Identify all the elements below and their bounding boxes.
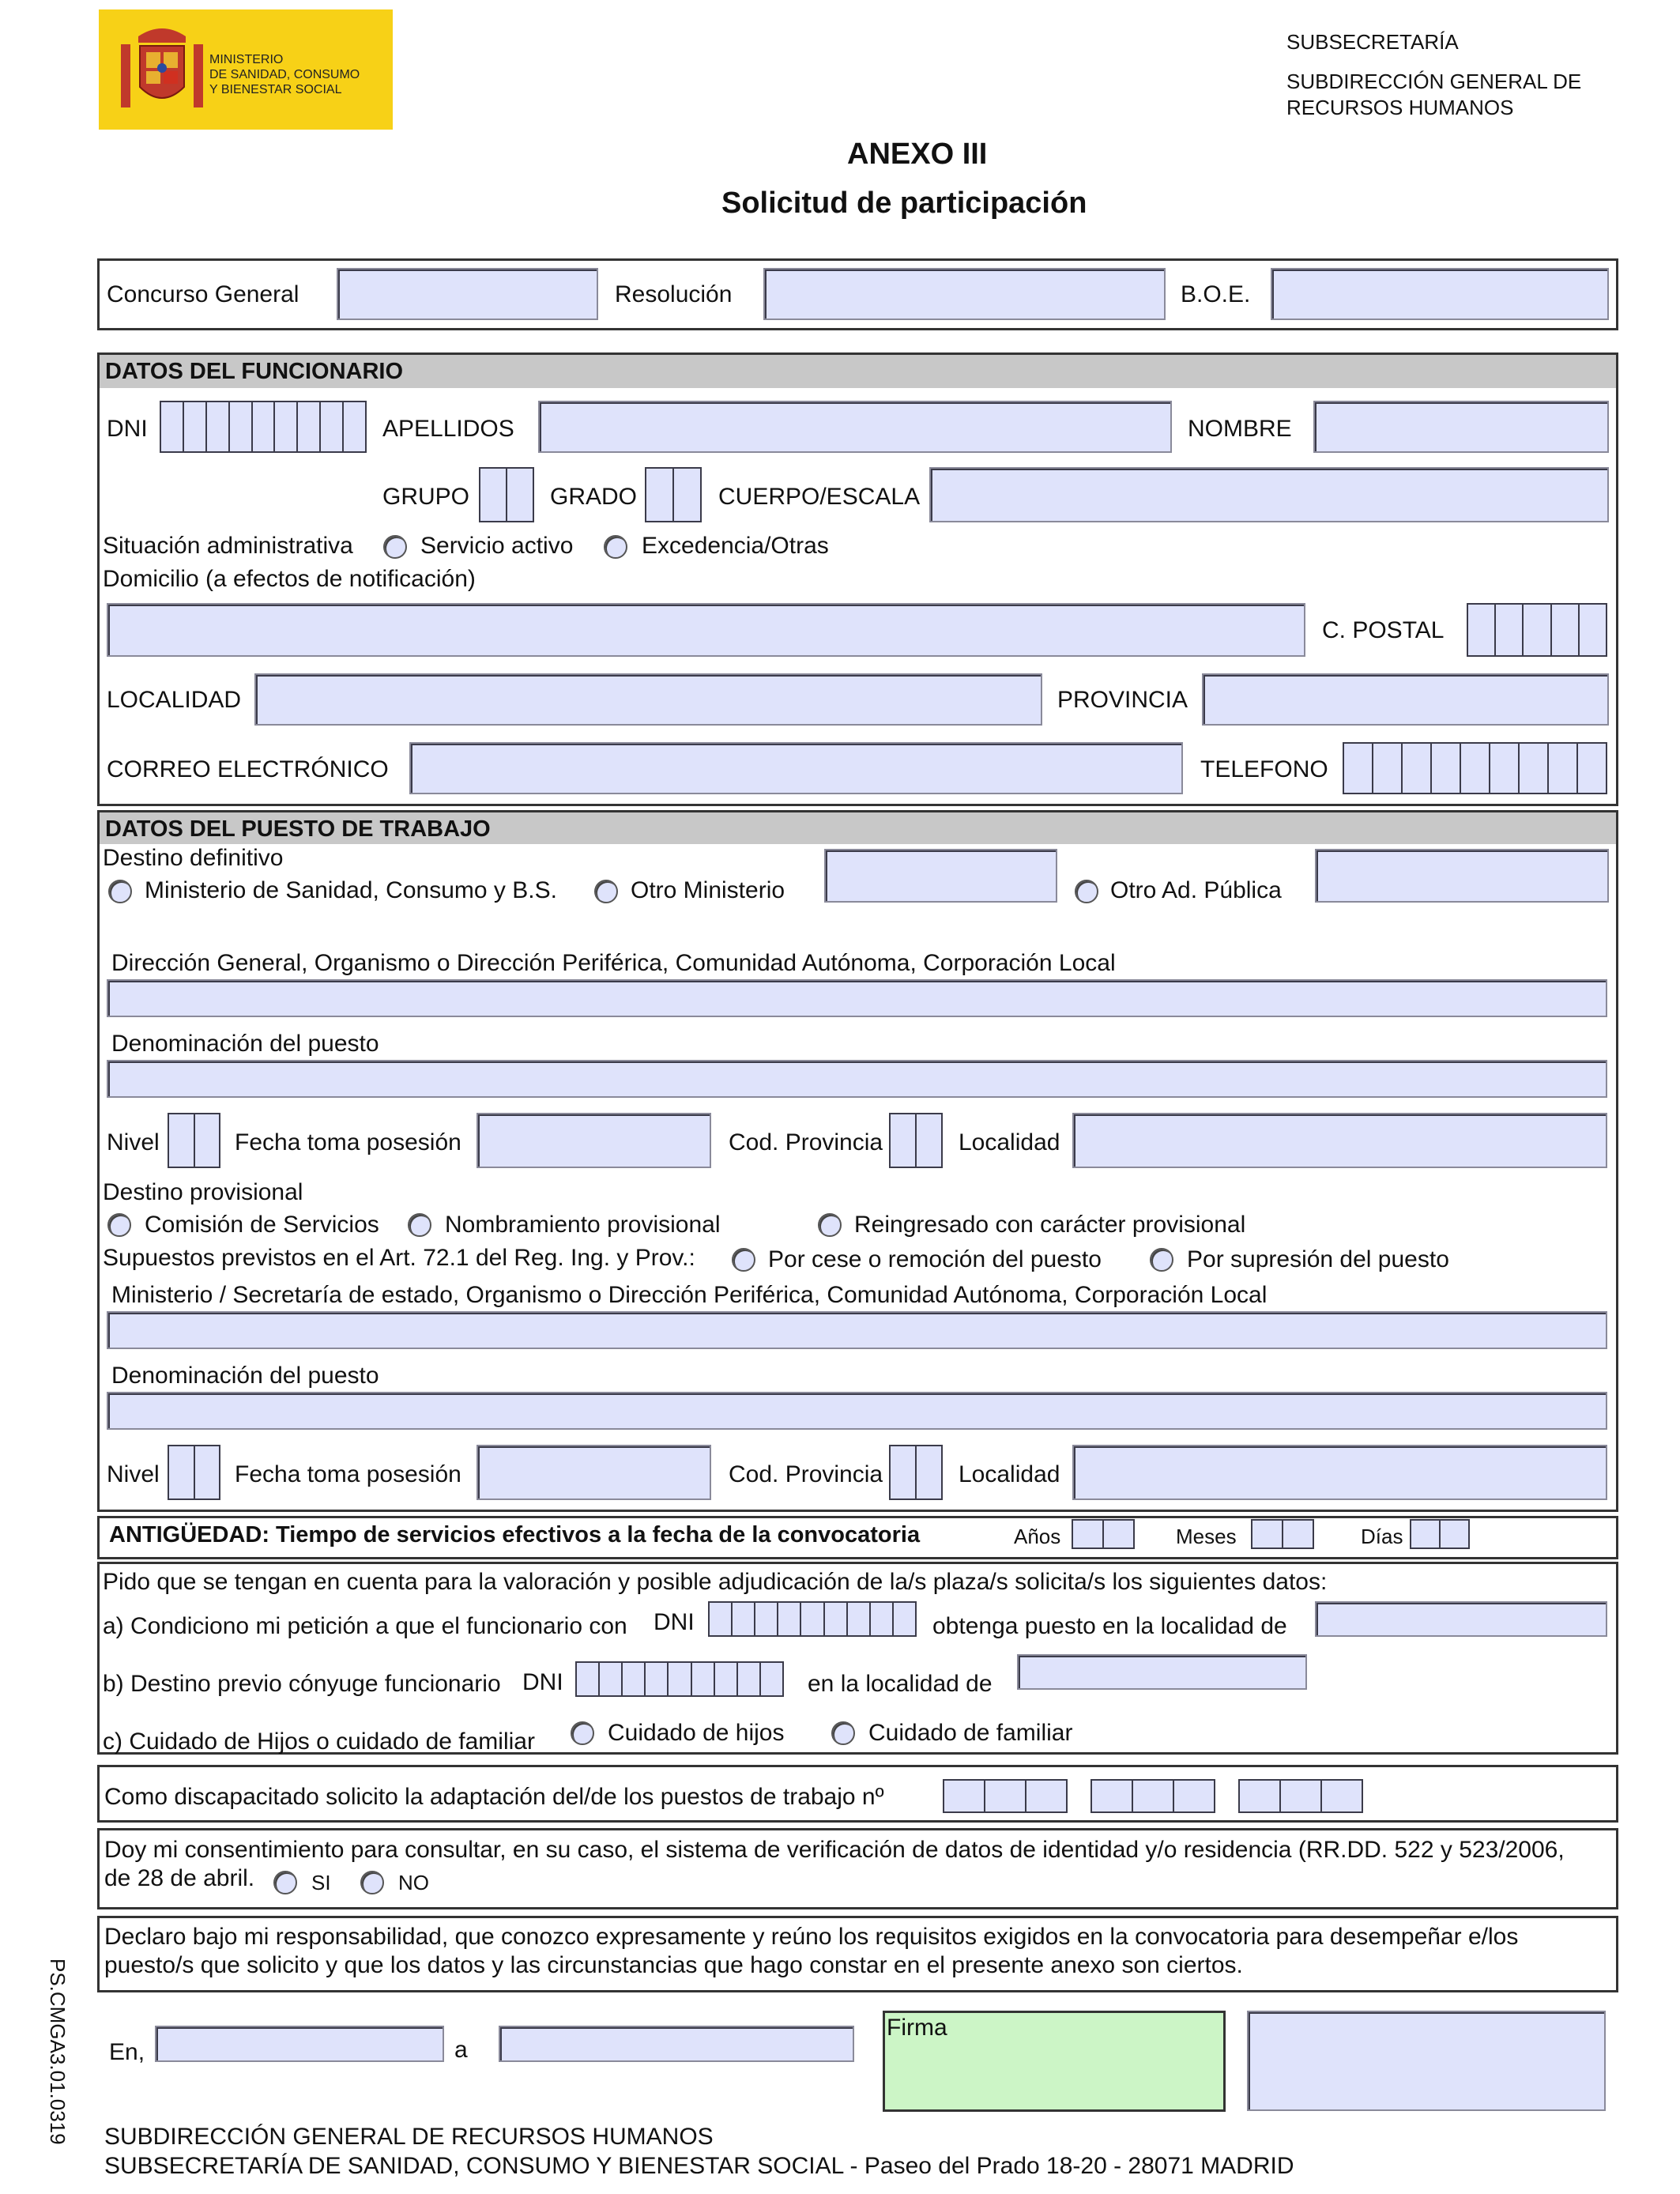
dias-field[interactable]: [1410, 1519, 1470, 1549]
b-dni-label: DNI: [522, 1669, 563, 1695]
b-localidad-label: en la localidad de: [808, 1671, 993, 1697]
nivel2-field[interactable]: [168, 1445, 220, 1500]
a-localidad-label: obtenga puesto en la localidad de: [932, 1613, 1287, 1639]
en-label: En,: [109, 2039, 145, 2065]
boe-field[interactable]: [1271, 268, 1609, 320]
consentimiento-line-1: Doy mi consentimiento para consultar, en su caso, el sistema de verificación de datos de identidad y/o residencia (RR.DD. 522 y 523/2006,: [104, 1837, 1565, 1863]
meses-label: Meses: [1176, 1525, 1237, 1548]
boe-label: B.O.E.: [1181, 281, 1251, 307]
a-dni-label: DNI: [654, 1609, 695, 1635]
puesto-num-1-field[interactable]: [943, 1779, 1068, 1813]
localidad2-label: Localidad: [959, 1461, 1060, 1487]
cod-provincia-field[interactable]: [889, 1113, 943, 1168]
cuidado-familiar-radio[interactable]: [831, 1721, 855, 1745]
nivel-field[interactable]: [168, 1113, 220, 1168]
reingresado-option: Reingresado con carácter provisional: [854, 1212, 1246, 1238]
provincia-label: PROVINCIA: [1057, 687, 1188, 713]
logo-line-3: Y BIENESTAR SOCIAL: [209, 83, 342, 96]
cod-provincia2-label: Cod. Provincia: [729, 1461, 883, 1487]
fecha-label: Fecha toma posesión: [235, 1129, 461, 1155]
meses-field[interactable]: [1251, 1519, 1314, 1549]
en-field[interactable]: [155, 2026, 444, 2062]
logo-line-1: MINISTERIO: [209, 53, 284, 66]
puesto-num-2-field[interactable]: [1090, 1779, 1215, 1813]
nombre-label: NOMBRE: [1188, 416, 1292, 442]
localidad-puesto-label: Localidad: [959, 1129, 1060, 1155]
grado-field[interactable]: [645, 467, 702, 522]
nombre-field[interactable]: [1313, 401, 1609, 453]
grupo-label: GRUPO: [382, 484, 470, 510]
consentimiento-si-label: SI: [311, 1871, 331, 1894]
nombramiento-option: Nombramiento provisional: [445, 1212, 721, 1238]
cod-provincia2-field[interactable]: [889, 1445, 943, 1500]
concurso-label: Concurso General: [107, 281, 299, 307]
antiguedad-label: ANTIGÜEDAD: Tiempo de servicios efectivos a la fecha de la convocatoria: [109, 1522, 921, 1547]
telefono-field[interactable]: [1343, 742, 1607, 794]
puesto-section-title: DATOS DEL PUESTO DE TRABAJO: [105, 816, 491, 842]
a-dni-field[interactable]: [708, 1601, 917, 1637]
footer-line-1: SUBDIRECCIÓN GENERAL DE RECURSOS HUMANOS: [104, 2124, 714, 2150]
fecha2-label: Fecha toma posesión: [235, 1461, 461, 1487]
logo-line-2: DE SANIDAD, CONSUMO: [209, 68, 360, 81]
header-subdireccion: SUBDIRECCIÓN GENERAL DE: [1286, 70, 1582, 93]
localidad-label: LOCALIDAD: [107, 687, 242, 713]
sello-field[interactable]: [1247, 2011, 1606, 2111]
otro-ministerio-option: Otro Ministerio: [631, 877, 785, 903]
nivel-label: Nivel: [107, 1129, 160, 1155]
dni-field[interactable]: [160, 401, 367, 453]
header-subsecretaria: SUBSECRETARÍA: [1286, 30, 1459, 54]
concurso-field[interactable]: [337, 268, 598, 320]
header-recursos: RECURSOS HUMANOS: [1286, 96, 1514, 119]
nivel2-label: Nivel: [107, 1461, 160, 1487]
anios-label: Años: [1014, 1525, 1061, 1548]
telefono-label: TELEFONO: [1200, 756, 1328, 782]
declaracion-line-2: puesto/s que solicito y que los datos y las circunstancias que hago constar en el presente anexo son ciertos.: [104, 1952, 1243, 1978]
supuestos-label: Supuestos previstos en el Art. 72.1 del Reg. Ing. y Prov.:: [103, 1245, 695, 1271]
denominacion-field[interactable]: [107, 1060, 1607, 1098]
cuerpo-label: CUERPO/ESCALA: [718, 484, 921, 510]
c-label: c) Cuidado de Hijos o cuidado de familiar: [103, 1728, 535, 1755]
supresion-option: Por supresión del puesto: [1187, 1246, 1449, 1272]
denominacion-label: Denominación del puesto: [111, 1031, 379, 1057]
ministerio-radio[interactable]: [108, 880, 132, 903]
cpostal-label: C. POSTAL: [1322, 617, 1445, 643]
discapacitado-label: Como discapacitado solicito la adaptación del/de los puestos de trabajo nº: [104, 1784, 884, 1810]
consentimiento-si-radio[interactable]: [273, 1871, 297, 1894]
correo-field[interactable]: [409, 742, 1183, 794]
cuerpo-field[interactable]: [929, 467, 1609, 522]
dni-label: DNI: [107, 416, 148, 442]
coat-of-arms-icon: [115, 21, 209, 119]
otro-ad-radio[interactable]: [1075, 880, 1098, 903]
correo-label: CORREO ELECTRÓNICO: [107, 756, 389, 782]
cese-option: Por cese o remoción del puesto: [768, 1246, 1102, 1272]
provincia-field[interactable]: [1202, 673, 1609, 726]
supresion-radio[interactable]: [1150, 1248, 1173, 1272]
consentimiento-no-radio[interactable]: [360, 1871, 384, 1894]
b-dni-field[interactable]: [575, 1661, 784, 1697]
cuidado-familiar-option: Cuidado de familiar: [868, 1720, 1073, 1746]
direccion-field[interactable]: [107, 979, 1607, 1017]
funcionario-section-title: DATOS DEL FUNCIONARIO: [105, 359, 404, 384]
fecha2-field[interactable]: [477, 1445, 711, 1500]
otro-ad-option: Otro Ad. Pública: [1110, 877, 1282, 903]
apellidos-field[interactable]: [538, 401, 1172, 453]
side-code: PS.CMGA3.01.0319: [46, 1958, 70, 2145]
situacion-label: Situación administrativa: [103, 533, 353, 559]
denominacion2-label: Denominación del puesto: [111, 1363, 379, 1389]
domicilio-label: Domicilio (a efectos de notificación): [103, 566, 476, 592]
comision-radio[interactable]: [107, 1213, 131, 1237]
pido-intro: Pido que se tengan en cuenta para la valoración y posible adjudicación de la/s plaza/s solicita/s los siguientes datos:: [103, 1569, 1328, 1595]
reingresado-radio[interactable]: [818, 1213, 842, 1237]
anios-field[interactable]: [1072, 1519, 1135, 1549]
firma-label: Firma: [887, 2015, 947, 2041]
servicio-activo-radio[interactable]: [383, 535, 407, 559]
ministerio-secretaria-label: Ministerio / Secretaría de estado, Organismo o Dirección Periférica, Comunidad Autónoma, Corporación Local: [111, 1282, 1268, 1308]
grupo-field[interactable]: [479, 467, 534, 522]
excedencia-radio[interactable]: [604, 535, 627, 559]
cuidado-hijos-option: Cuidado de hijos: [608, 1720, 785, 1746]
comision-option: Comisión de Servicios: [145, 1212, 379, 1238]
cese-radio[interactable]: [732, 1248, 755, 1272]
page-title: ANEXO III: [847, 138, 988, 171]
ministerio-secretaria-field[interactable]: [107, 1311, 1607, 1349]
puesto-num-3-field[interactable]: [1238, 1779, 1363, 1813]
cuidado-hijos-radio[interactable]: [571, 1721, 594, 1745]
otro-ministerio-radio[interactable]: [594, 880, 618, 903]
localidad2-field[interactable]: [1072, 1445, 1607, 1500]
fecha-field-bottom[interactable]: [499, 2026, 854, 2062]
resolucion-label: Resolución: [615, 281, 733, 307]
declaracion-line-1: Declaro bajo mi responsabilidad, que conozco expresamente y reúno los requisitos exigidos en la convocatoria para desempeñar e/los: [104, 1924, 1519, 1950]
page-subtitle: Solicitud de participación: [721, 187, 1087, 220]
consentimiento-line-2: de 28 de abril.: [104, 1865, 255, 1891]
destino-definitivo-label: Destino definitivo: [103, 845, 284, 871]
fecha-a-label: a: [454, 2037, 468, 2063]
otro-ad-field[interactable]: [1315, 849, 1609, 903]
footer-line-2: SUBSECRETARÍA DE SANIDAD, CONSUMO Y BIENESTAR SOCIAL - Paseo del Prado 18-20 - 28071 MADRID: [104, 2153, 1294, 2179]
cpostal-field[interactable]: [1467, 603, 1607, 657]
domicilio-field[interactable]: [107, 603, 1305, 657]
excedencia-label: Excedencia/Otras: [642, 533, 829, 559]
localidad-field[interactable]: [254, 673, 1042, 726]
b-label: b) Destino previo cónyuge funcionario: [103, 1671, 501, 1697]
localidad-puesto-field[interactable]: [1072, 1113, 1607, 1168]
b-localidad-field[interactable]: [1017, 1654, 1307, 1690]
dias-label: Días: [1361, 1525, 1403, 1548]
destino-provisional-label: Destino provisional: [103, 1179, 303, 1205]
direccion-label: Dirección General, Organismo o Dirección Periférica, Comunidad Autónoma, Corporación Local: [111, 950, 1116, 976]
ministry-logo: [99, 9, 393, 130]
denominacion2-field[interactable]: [107, 1392, 1607, 1430]
servicio-activo-label: Servicio activo: [420, 533, 574, 559]
otro-ministerio-field[interactable]: [824, 849, 1057, 903]
nombramiento-radio[interactable]: [408, 1213, 431, 1237]
apellidos-label: APELLIDOS: [382, 416, 514, 442]
resolucion-field[interactable]: [763, 268, 1166, 320]
ministerio-option: Ministerio de Sanidad, Consumo y B.S.: [145, 877, 557, 903]
cod-provincia-label: Cod. Provincia: [729, 1129, 883, 1155]
a-localidad-field[interactable]: [1315, 1601, 1607, 1637]
grado-label: GRADO: [550, 484, 638, 510]
consentimiento-no-label: NO: [398, 1871, 429, 1894]
a-label: a) Condiciono mi petición a que el funcionario con: [103, 1613, 627, 1639]
fecha-field[interactable]: [477, 1113, 711, 1168]
